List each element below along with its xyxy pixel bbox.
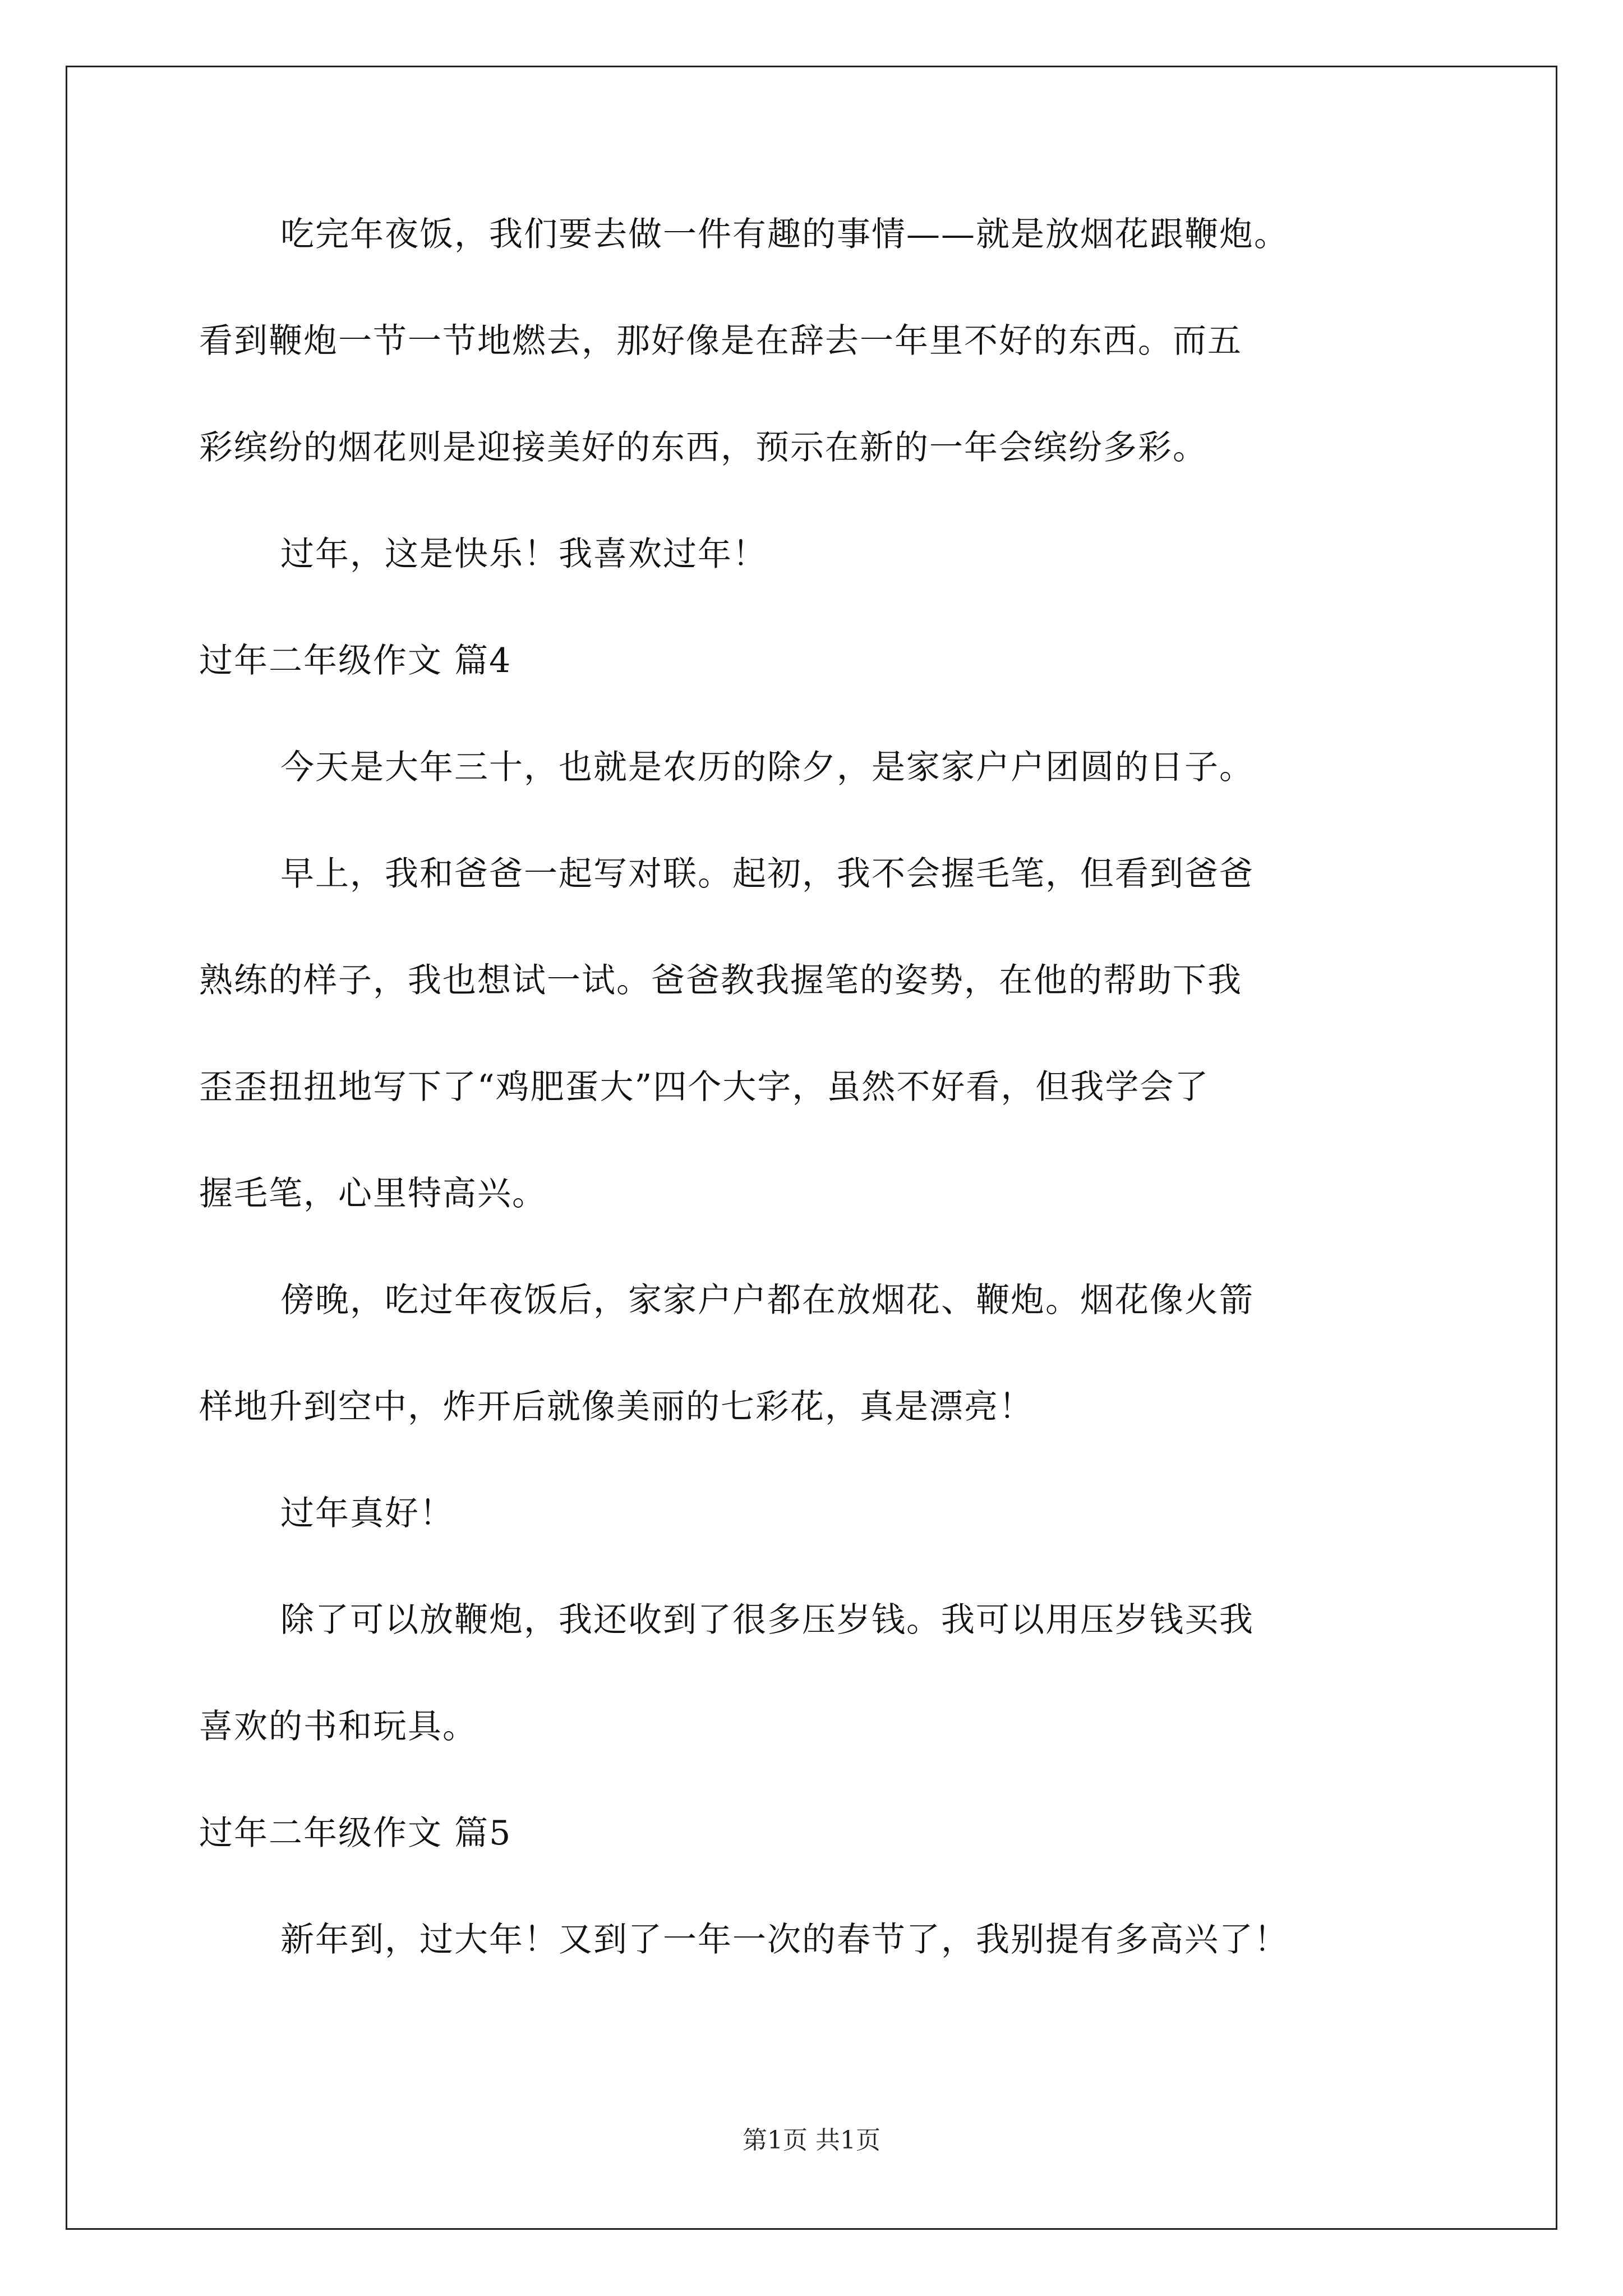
page-footer: 第1页 共1页 <box>743 2126 880 2155</box>
paragraph-line: 彩缤纷的烟花则是迎接美好的东西，预示在新的一年会缤纷多彩。 <box>199 428 1207 467</box>
section-heading: 过年二年级作文 篇4 <box>199 641 512 680</box>
paragraph-line: 喜欢的书和玩具。 <box>199 1707 477 1746</box>
paragraph-line: 握毛笔，心里特高兴。 <box>199 1174 547 1213</box>
page-border <box>66 66 1557 2230</box>
paragraph-line: 傍晚，吃过年夜饭后，家家户户都在放烟花、鞭炮。烟花像火箭 <box>280 1281 1254 1320</box>
paragraph-line: 歪歪扭扭地写下了“鸡肥蛋大”四个大字，虽然不好看，但我学会了 <box>199 1068 1210 1107</box>
paragraph-line: 看到鞭炮一节一节地燃去，那好像是在辞去一年里不好的东西。而五 <box>199 321 1242 361</box>
section-heading: 过年二年级作文 篇5 <box>199 1814 512 1853</box>
paragraph-line: 今天是大年三十，也就是农历的除夕，是家家户户团圆的日子。 <box>280 748 1254 787</box>
paragraph-line: 过年真好！ <box>280 1494 454 1533</box>
paragraph-line: 早上，我和爸爸一起写对联。起初，我不会握毛笔，但看到爸爸 <box>280 854 1254 894</box>
paragraph-line: 熟练的样子，我也想试一试。爸爸教我握笔的姿势，在他的帮助下我 <box>199 961 1242 1000</box>
paragraph-line: 新年到，过大年！又到了一年一次的春节了，我别提有多高兴了！ <box>280 1920 1289 1959</box>
paragraph-line: 样地升到空中，炸开后就像美丽的七彩花，真是漂亮！ <box>199 1387 1034 1427</box>
paragraph-line: 过年，这是快乐！我喜欢过年！ <box>280 535 767 574</box>
paragraph-line: 吃完年夜饭，我们要去做一件有趣的事情——就是放烟花跟鞭炮。 <box>280 215 1289 254</box>
paragraph-line: 除了可以放鞭炮，我还收到了很多压岁钱。我可以用压岁钱买我 <box>280 1600 1254 1640</box>
